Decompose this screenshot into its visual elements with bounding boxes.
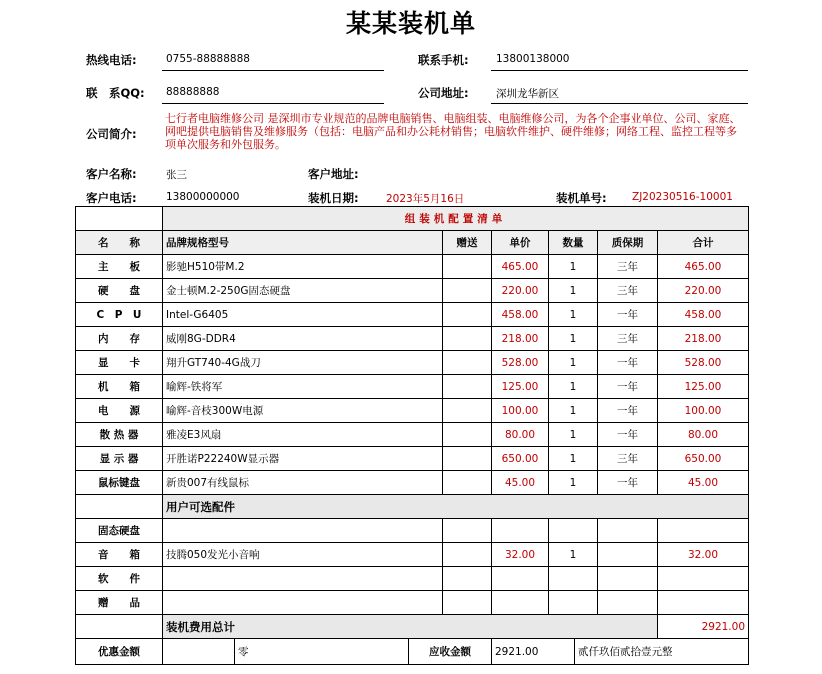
item-model: 新贵007有线鼠标 (163, 471, 443, 495)
discount-label: 优惠金额 (76, 639, 163, 665)
optional-total (658, 567, 749, 591)
table-row (76, 471, 749, 495)
item-warranty: 一年 (598, 375, 658, 399)
optional-row (76, 567, 749, 591)
band-left-cell (76, 207, 163, 231)
item-name: 内 存 (76, 327, 163, 351)
optional-model (163, 567, 443, 591)
receivable-value: 2921.00 (492, 639, 575, 665)
item-total: 125.00 (658, 375, 749, 399)
item-warranty: 一年 (598, 399, 658, 423)
item-model: 威刚8G-DDR4 (163, 327, 443, 351)
band-row (76, 207, 749, 231)
item-name: 显 卡 (76, 351, 163, 375)
optional-model (163, 591, 443, 615)
item-warranty: 一年 (598, 351, 658, 375)
total-row (76, 615, 749, 639)
intro-label: 公司简介: (86, 127, 137, 141)
table-row (76, 351, 749, 375)
optional-qty (549, 519, 598, 543)
optional-model (163, 519, 443, 543)
item-name: 电 源 (76, 399, 163, 423)
item-warranty: 一年 (598, 303, 658, 327)
item-qty: 1 (549, 279, 598, 303)
table-row (76, 375, 749, 399)
item-total: 80.00 (658, 423, 749, 447)
item-qty: 1 (549, 423, 598, 447)
optional-name: 赠 品 (76, 591, 163, 615)
item-warranty: 三年 (598, 279, 658, 303)
optional-qty (549, 567, 598, 591)
item-price: 80.00 (492, 423, 549, 447)
address-label: 公司地址: (418, 86, 469, 100)
total-left-cell (76, 615, 163, 639)
optional-left-cell (76, 495, 163, 519)
optional-qty: 1 (549, 543, 598, 567)
summary-table (75, 638, 749, 665)
item-price: 220.00 (492, 279, 549, 303)
item-warranty: 三年 (598, 255, 658, 279)
item-warranty: 三年 (598, 447, 658, 471)
item-total: 100.00 (658, 399, 749, 423)
item-qty: 1 (549, 303, 598, 327)
col-header-gift: 赠送 (443, 231, 492, 255)
total-label: 装机费用总计 (163, 615, 658, 639)
item-total: 220.00 (658, 279, 749, 303)
item-name: 鼠标键盘 (76, 471, 163, 495)
item-price: 100.00 (492, 399, 549, 423)
item-gift (443, 447, 492, 471)
table-row (76, 303, 749, 327)
col-header-total: 合计 (658, 231, 749, 255)
item-gift (443, 375, 492, 399)
col-header-model: 品牌规格型号 (163, 231, 443, 255)
item-warranty: 一年 (598, 423, 658, 447)
optional-price (492, 591, 549, 615)
item-model: 开胜诺P22240W显示器 (163, 447, 443, 471)
optional-total: 32.00 (658, 543, 749, 567)
item-gift (443, 423, 492, 447)
item-name: 显 示 器 (76, 447, 163, 471)
customer-address-label: 客户地址: (308, 167, 359, 181)
item-model: 影驰H510带M.2 (163, 255, 443, 279)
summary-row (76, 639, 749, 665)
optional-price: 32.00 (492, 543, 549, 567)
table-row (76, 327, 749, 351)
optional-price (492, 567, 549, 591)
mobile-underline (491, 70, 748, 71)
item-qty: 1 (549, 327, 598, 351)
col-header-qty: 数量 (549, 231, 598, 255)
optional-warranty (598, 591, 658, 615)
item-price: 125.00 (492, 375, 549, 399)
item-total: 528.00 (658, 351, 749, 375)
item-total: 465.00 (658, 255, 749, 279)
table-row (76, 447, 749, 471)
item-gift (443, 399, 492, 423)
item-gift (443, 327, 492, 351)
item-price: 465.00 (492, 255, 549, 279)
item-gift (443, 279, 492, 303)
optional-gift (443, 543, 492, 567)
optional-row (76, 519, 749, 543)
optional-total (658, 591, 749, 615)
item-total: 650.00 (658, 447, 749, 471)
col-header-price: 单价 (492, 231, 549, 255)
item-qty: 1 (549, 375, 598, 399)
receivable-words: 贰仟玖佰贰拾壹元整 (575, 639, 749, 665)
address-underline (491, 103, 748, 104)
table-row (76, 399, 749, 423)
receivable-label: 应收金额 (409, 639, 492, 665)
optional-warranty (598, 567, 658, 591)
item-price: 528.00 (492, 351, 549, 375)
qq-label: 联 系QQ: (86, 86, 145, 100)
item-model: 雅凌E3风扇 (163, 423, 443, 447)
config-table (75, 206, 749, 639)
item-name: 散 热 器 (76, 423, 163, 447)
qq-value: 88888888 (166, 86, 220, 98)
optional-total (658, 519, 749, 543)
config-list-title: 组装机配置清单 (163, 207, 749, 231)
item-qty: 1 (549, 255, 598, 279)
col-header-warranty: 质保期 (598, 231, 658, 255)
item-model: 金士顿M.2-250G固态硬盘 (163, 279, 443, 303)
item-price: 458.00 (492, 303, 549, 327)
install-date-label: 装机日期: (308, 191, 359, 205)
item-name: 硬 盘 (76, 279, 163, 303)
page-title: 某某装机单 (345, 9, 476, 38)
table-row (76, 423, 749, 447)
item-gift (443, 255, 492, 279)
col-header-name: 名 称 (76, 231, 163, 255)
table-row (76, 255, 749, 279)
optional-gift (443, 519, 492, 543)
hotline-underline (162, 70, 384, 71)
mobile-value: 13800138000 (496, 53, 570, 65)
company-intro: 七行者电脑维修公司 是深圳市专业规范的品牌电脑销售、电脑组装、电脑维修公司，为各个企事业单位、公司、家庭、网吧提供电脑销售及维修服务（包括：电脑产品和办公耗材销售；电脑软件维护、硬件维修；网络工程、监控工程等多项单次服务和外包服务。 (165, 112, 741, 151)
hotline-label: 热线电话: (86, 53, 137, 67)
item-warranty: 一年 (598, 471, 658, 495)
optional-price (492, 519, 549, 543)
item-gift (443, 303, 492, 327)
item-warranty: 三年 (598, 327, 658, 351)
item-gift (443, 471, 492, 495)
order-number-value: ZJ20230516-10001 (632, 191, 733, 203)
item-price: 650.00 (492, 447, 549, 471)
qq-underline (162, 103, 384, 104)
item-model: 喻辉-音枝300W电源 (163, 399, 443, 423)
optional-name: 音 箱 (76, 543, 163, 567)
item-price: 218.00 (492, 327, 549, 351)
item-model: Intel-G6405 (163, 303, 443, 327)
address-value: 深圳龙华新区 (496, 88, 559, 100)
item-qty: 1 (549, 471, 598, 495)
optional-section-row (76, 495, 749, 519)
item-qty: 1 (549, 351, 598, 375)
item-qty: 1 (549, 399, 598, 423)
optional-section-title: 用户可选配件 (163, 495, 749, 519)
mobile-label: 联系手机: (418, 53, 469, 67)
item-model: 翔升GT740-4G战刀 (163, 351, 443, 375)
discount-blank-cell (163, 639, 235, 665)
customer-phone-label: 客户电话: (86, 191, 137, 205)
optional-name: 固态硬盘 (76, 519, 163, 543)
optional-warranty (598, 519, 658, 543)
item-gift (443, 351, 492, 375)
optional-model: 技腾050发光小音响 (163, 543, 443, 567)
customer-name-label: 客户名称: (86, 167, 137, 181)
optional-name: 软 件 (76, 567, 163, 591)
item-total: 45.00 (658, 471, 749, 495)
table-row (76, 279, 749, 303)
discount-value: 零 (235, 639, 409, 665)
customer-name-value: 张三 (166, 169, 187, 181)
item-name: C P U (76, 303, 163, 327)
customer-phone-value: 13800000000 (166, 191, 240, 203)
item-name: 机 箱 (76, 375, 163, 399)
item-price: 45.00 (492, 471, 549, 495)
optional-qty (549, 591, 598, 615)
item-qty: 1 (549, 447, 598, 471)
install-date-value: 2023年5月16日 (386, 193, 465, 205)
header-row (76, 231, 749, 255)
hotline-value: 0755-88888888 (166, 53, 250, 65)
optional-warranty (598, 543, 658, 567)
item-model: 喻辉-铁将军 (163, 375, 443, 399)
optional-gift (443, 591, 492, 615)
optional-row (76, 591, 749, 615)
total-value: 2921.00 (658, 615, 749, 639)
optional-row (76, 543, 749, 567)
item-total: 458.00 (658, 303, 749, 327)
item-total: 218.00 (658, 327, 749, 351)
order-number-label: 装机单号: (556, 191, 607, 205)
optional-gift (443, 567, 492, 591)
item-name: 主 板 (76, 255, 163, 279)
